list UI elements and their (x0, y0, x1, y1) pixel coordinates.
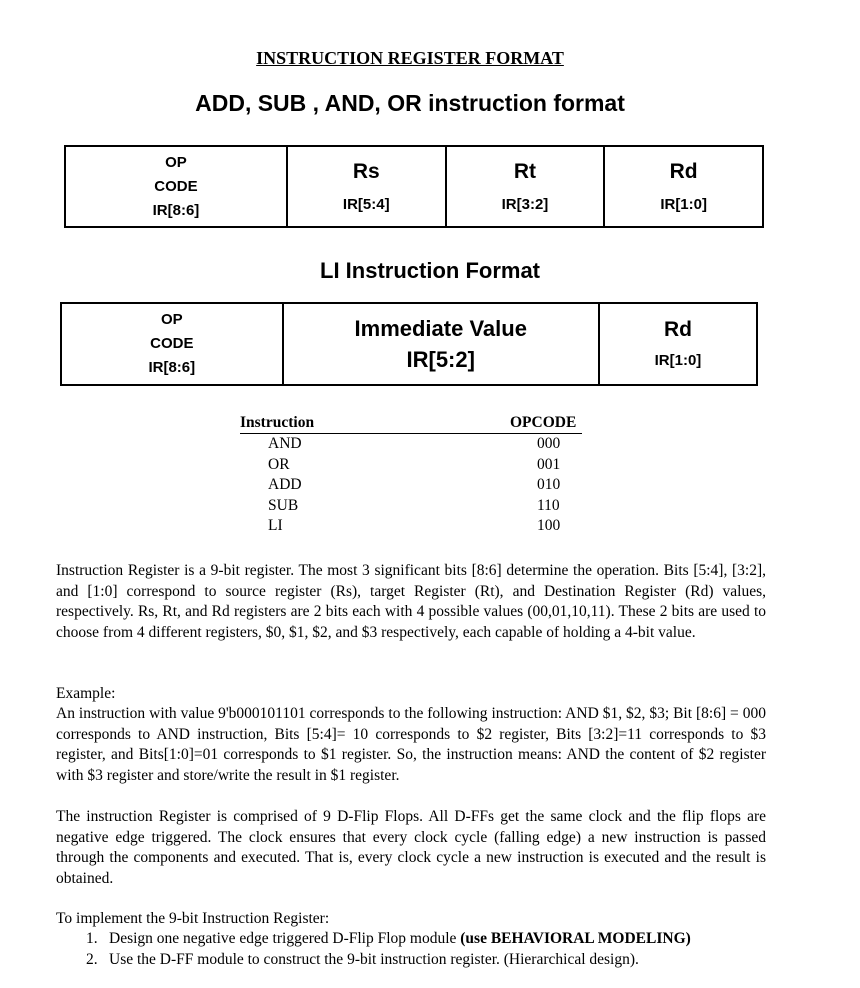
example-label: Example: (56, 685, 116, 702)
opcode-line: CODE (154, 177, 198, 195)
instruction-cell: AND (268, 435, 302, 452)
table-row (240, 517, 585, 537)
rt-cell (446, 146, 605, 227)
table-row (240, 476, 585, 496)
implementation-intro: To implement the 9-bit Instruction Register: (56, 910, 330, 927)
opcode-value: 001 (537, 455, 561, 473)
opcode-line: CODE (150, 335, 194, 352)
document-title: INSTRUCTION REGISTER FORMAT (256, 48, 564, 68)
instruction-cell: LI (268, 517, 283, 534)
instruction-cell: ADD (268, 476, 302, 493)
rd-label: Rd (663, 318, 692, 341)
rd-bits: IR[1:0] (660, 195, 707, 213)
opcode-table-header-instruction: Instruction (240, 414, 315, 431)
opcode-cell (65, 146, 287, 227)
opcode-value: 100 (537, 517, 561, 534)
opcode-bits: IR[8:6] (152, 201, 200, 219)
opcode-line: OP (165, 153, 187, 171)
table-row (240, 456, 585, 476)
opcode-table-rule (240, 433, 582, 434)
rs-cell (287, 146, 446, 227)
list-number: 2. (86, 951, 98, 968)
list-number: 1. (86, 930, 98, 947)
example-paragraph: An instruction with value 9'b000101101 corresponds to the following instruction: AND $1, $2, $3; Bit [8:6] = 000 corresponds to AND instruction, Bits [5:4]= 10 corresponds to $2 register, Bits [3:2]=11 corresponds to $3 register, and Bits[1:0]=01 corresponds to $1 register. So, the instruction means: AND the content of $2 register with $3 register and store/write the result in $1 register. (56, 705, 766, 784)
clocking-paragraph: The instruction Register is comprised of 9 D-Flip Flops. All D-FFs get the same clock and the flip flops are negative edge triggered. The clock ensures that every clock cycle (falling edge) a new instruction is passed through the components and executed. That is, every clock cycle a new instruction is executed and the result is obtained. (56, 808, 766, 887)
rd-bits: IR[1:0] (654, 352, 702, 369)
rs-bits: IR[5:4] (342, 195, 390, 213)
format1-heading: ADD, SUB , AND, OR instruction format (195, 90, 625, 116)
opcode-table-header-opcode: OPCODE (510, 414, 577, 431)
rt-bits: IR[3:2] (501, 195, 549, 213)
step-text: Design one negative edge triggered D-Flip Flop module (109, 930, 461, 947)
opcode-bits: IR[8:6] (148, 359, 196, 376)
opcode-value: 000 (537, 435, 561, 452)
rd-cell (599, 303, 757, 385)
format2-heading: LI Instruction Format (320, 258, 540, 283)
step-emphasis: (use BEHAVIORAL MODELING) (460, 930, 691, 947)
opcode-line: OP (160, 311, 183, 328)
opcode-value: 010 (537, 476, 561, 493)
immediate-cell (283, 303, 599, 385)
rd-cell (604, 146, 763, 227)
list-item (86, 950, 639, 970)
format1-table (64, 145, 764, 228)
opcode-cell (61, 303, 283, 385)
table-row (240, 497, 585, 517)
rd-label: Rd (669, 159, 698, 183)
rs-label: Rs (352, 159, 380, 183)
opcode-value: 110 (537, 496, 560, 514)
format2-table (60, 302, 758, 386)
list-item (86, 929, 691, 949)
description-paragraph: Instruction Register is a 9-bit register. The most 3 significant bits [8:6] determine the operation. Bits [5:4], [3:2], and [1:0] correspond to source register (Rs), target Register (Rt), and Destination Register (Rd) values, respectively. Rs, Rt, and Rd registers are 2 bits each with 4 possible values (00,01,10,11). These 2 bits are used to choose from 4 different registers, $0, $1, $2, and $3 respectively, each capable of holding a 4-bit value. (56, 562, 766, 641)
immediate-bits: IR[5:2] (406, 347, 475, 372)
immediate-label: Immediate Value (354, 316, 527, 341)
rt-label: Rt (513, 159, 537, 183)
instruction-cell: OR (268, 455, 290, 473)
step-text: Use the D-FF module to construct the 9-bit instruction register. (Hierarchical design). (109, 951, 639, 968)
table-row (240, 435, 585, 455)
instruction-cell: SUB (268, 496, 299, 514)
